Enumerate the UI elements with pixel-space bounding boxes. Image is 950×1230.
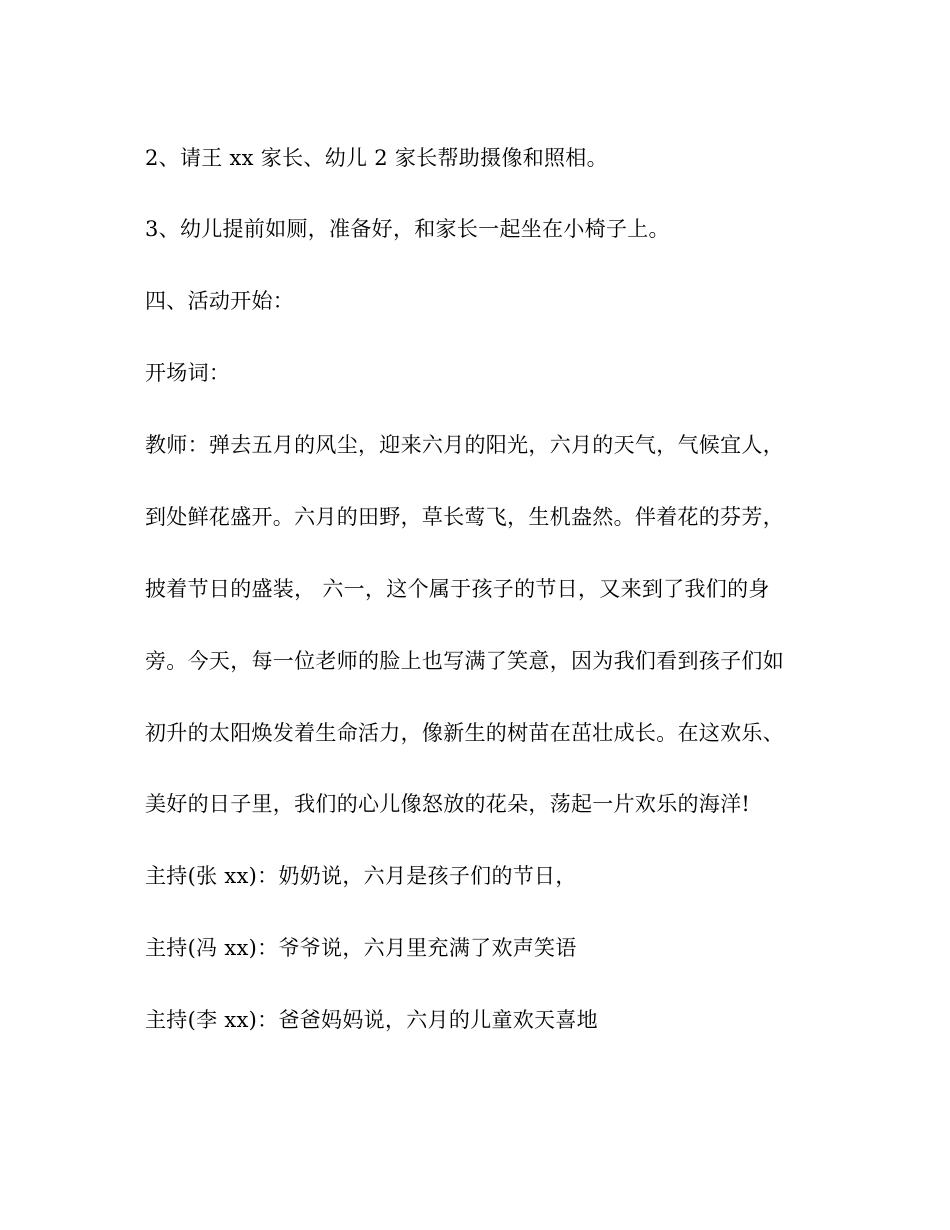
- paragraph-line-3: 披着节日的盛装， 六一，这个属于孩子的节日，又来到了我们的身: [145, 577, 770, 601]
- paragraph-line-4: 旁。今天，每一位老师的脸上也写满了笑意，因为我们看到孩子们如: [145, 649, 784, 673]
- paragraph-line-1: 教师：弹去五月的风尘，迎来六月的阳光，六月的天气，气候宜人，: [145, 433, 784, 457]
- paragraph-line-5: 初升的太阳焕发着生命活力，像新生的树苗在茁壮成长。在这欢乐、: [145, 721, 784, 745]
- subheading-opening-speech: 开场词：: [145, 361, 231, 385]
- paragraph-line-2: 到处鲜花盛开。六月的田野，草长莺飞，生机盎然。伴着花的芬芳，: [145, 505, 784, 529]
- host-line-zhang: 主持(张 xx)：奶奶说，六月是孩子们的节日，: [145, 864, 577, 888]
- host-line-li: 主持(李 xx)：爸爸妈妈说，六月的儿童欢天喜地: [145, 1008, 598, 1032]
- host-line-feng: 主持(冯 xx)：爷爷说，六月里充满了欢声笑语: [145, 936, 577, 960]
- text-line-arrangement-3: 3、幼儿提前如厕，准备好，和家长一起坐在小椅子上。: [145, 217, 670, 241]
- text-line-arrangement-2: 2、请王 xx 家长、幼儿 2 家长帮助摄像和照相。: [145, 146, 608, 170]
- paragraph-line-6: 美好的日子里，我们的心儿像怒放的花朵，荡起一片欢乐的海洋!: [145, 792, 751, 816]
- section-heading-activity-start: 四、活动开始：: [145, 289, 295, 313]
